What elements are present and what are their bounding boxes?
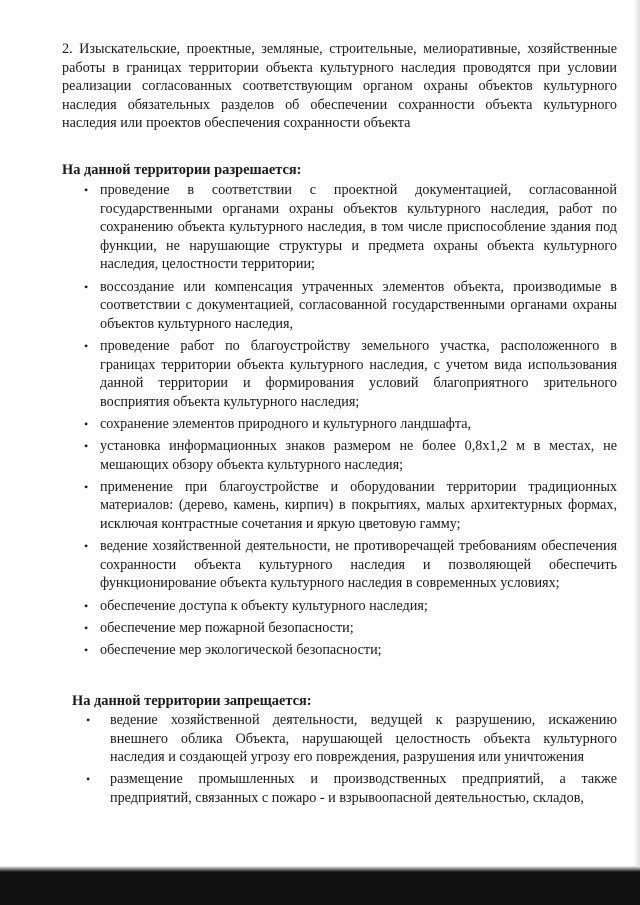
bullet-icon: • [84,338,89,353]
list-item [82,478,617,534]
list-item-text: ведение хозяйственной деятельности, не противоречащей требованиям обеспечения сохранности объекта культурного наследия и позволяющей обеспечить функционирование объекта культурного наследия в современных условиях; [100,538,617,592]
bullet-icon: • [84,539,89,554]
allowed-heading: На данной территории разрешается: [62,162,302,178]
list-item [82,181,617,274]
list-item [82,278,617,334]
bullet-icon: • [84,598,89,613]
bullet-icon: • [84,643,89,657]
bullet-icon: • [86,772,91,787]
list-item-text: проведение в соответствии с проектной документацией, согласованной государственными органами охраны объектов культурного наследия, работ по сохранению объекта культурного наследия, в том числе приспособление здания под функции, не нарушающие структуры и предмета охраны объекта культурного наследия, целостности территории; [100,182,617,273]
intro-paragraph: 2. Изыскательские, проектные, земляные, строительные, мелиоративные, хозяйственные работы в границах территории объекта культурного наследия проводятся при условии реализации согласованных соответствующим органом охраны объектов культурного наследия обязательных разделов об обеспечении сохранности объекта культурного наследия или проектов обеспечения сохранности объекта [62,41,617,132]
scan-bottom-edge [0,870,640,905]
list-item-text: обеспечение доступа к объекту культурного наследия; [100,597,428,614]
bullet-icon: • [84,279,89,294]
list-item-text: воссоздание или компенсация утраченных элементов объекта, производимые в соответствии с документацией, согласованной государственными органами охраны объектов культурного наследия, [100,278,617,332]
list-item-text: применение при благоустройстве и оборудовании территории традиционных материалов: (дерево, камень, кирпич) в покрытиях, малых архитектурных формах, исключая контрастные сочетания и яркую цветовую гамму; [100,478,617,533]
list-item-text: обеспечение мер экологической безопасности; [100,642,382,658]
bullet-icon: • [84,620,89,635]
list-item [82,619,617,638]
bullet-icon: • [84,439,89,454]
bullet-icon: • [86,713,91,727]
list-item-text: проведение работ по благоустройству земельного участка, расположенного в границах территории объекта культурного наследия, с учетом вида использования данной территории и формирования условий благоприятного зрительного восприятия объекта культурного наследия; [100,337,617,410]
list-item [82,597,617,616]
list-item [82,415,617,434]
list-item-text: ведение хозяйственной деятельности, ведущей к разрушению, искажению внешнего облика Объекта, нарушающей целостность объекта культурного наследия и создающей угрозу его повреждения, разрушения или уничтожения [110,712,617,766]
forbidden-list [82,711,617,811]
list-item [82,437,617,474]
list-item-text: установка информационных знаков размером не более 0,8х1,2 м в местах, не мешающих обзору объекта культурного наследия; [100,438,617,473]
list-item [82,337,617,411]
list-item [82,770,617,807]
bullet-icon: • [84,183,89,197]
bullet-icon: • [84,479,89,494]
allowed-list [82,181,617,663]
list-item-text: сохранение элементов природного и культурного ландшафта, [100,415,472,432]
bullet-icon: • [84,416,89,431]
list-item [82,641,617,660]
forbidden-heading: На данной территории запрещается: [72,693,312,709]
list-item-text: обеспечение мер пожарной безопасности; [100,619,354,636]
list-item [82,537,617,593]
list-item [82,711,617,767]
document-body [62,40,617,806]
list-item-text: размещение промышленных и производственных предприятий, а также предприятий, связанных с пожаро - и взрывоопасной деятельностью, складов, [110,771,617,806]
scan-shadow [634,0,640,870]
